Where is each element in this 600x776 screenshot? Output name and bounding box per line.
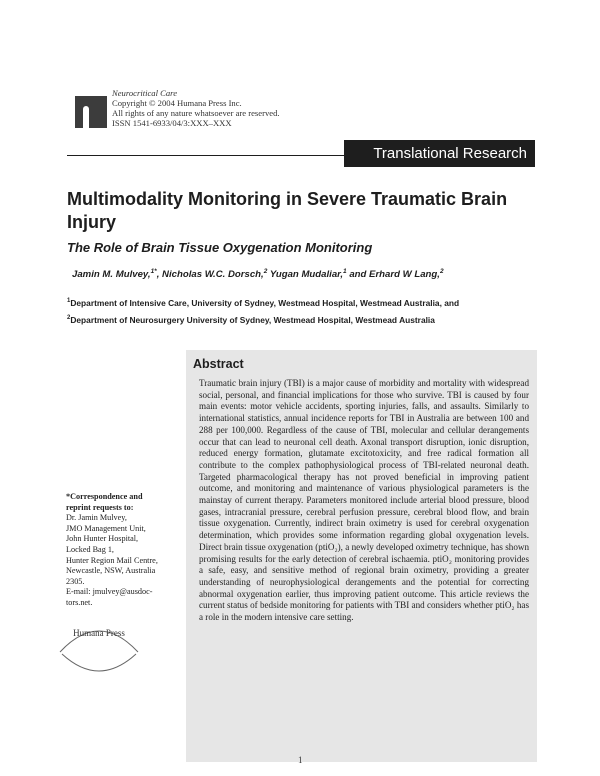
correspondence-heading: reprint requests to:	[66, 502, 134, 512]
correspondence-line: E-mail: jmulvey@ausdoc-	[66, 587, 153, 597]
article-subtitle: The Role of Brain Tissue Oxygenation Monitoring	[67, 240, 373, 255]
affiliation-text: Department of Intensive Care, University of Sydney, Westmead Hospital, Westmead Australia, and	[70, 298, 460, 308]
rights-line: All rights of any nature whatsoever are reserved.	[112, 108, 280, 118]
correspondence-line: John Hunter Hospital,	[66, 534, 139, 544]
correspondence-line: Dr. Jamin Mulvey,	[66, 513, 127, 523]
issn-line: ISSN 1541-6933/04/3:XXX–XXX	[112, 118, 232, 128]
author-name: , Nicholas W.C. Dorsch,	[156, 269, 264, 281]
affiliation-2	[67, 315, 435, 325]
abstract-heading: Abstract	[193, 357, 244, 371]
author-name: Yugan Mudaliar,	[267, 269, 344, 281]
affiliation-1	[67, 298, 459, 308]
author-name: and Erhard W Lang,	[346, 269, 440, 281]
affiliation-sup: 2	[67, 315, 71, 322]
publisher-logo-icon	[50, 616, 148, 676]
correspondence-line: JMO Management Unit,	[66, 523, 146, 533]
journal-info	[112, 88, 280, 128]
correspondence-line: 2305.	[66, 576, 85, 586]
abstract-text: Traumatic brain injury (TBI) is a major cause of morbidity and mortality with widespread social, personal, and financial implications for those who survive. TBI is caused by four main events: motor vehicle accidents, sporting injuries, falls, and assaults. Similarly to international statistics, annual incidence reports for TBI in Australia are between 100 and 288 per 100,000. Regardless of the cause of TBI, molecular and cellular derangements occur that can lead to neuronal cell death. Axonal transport disruption, ionic disruption, reduced energy formation, glutamate excitotoxicity, and free radical formation all contribute to the complex pathophysiological process of TBI-related neuronal death. Targeted pharmacological therapy has not proved beneficial in improving patient outcome, and monitoring and maintenance of various physiological parameters is the mainstay of current therapy. Parameters monitored include arterial blood pressure, blood gases, intracranial pressure, cerebral perfusion pressure, cerebral blood flow, and brain tissue oxygenation. Currently, indirect brain oximetry is used for cerebral oxygenation determination, which provides some information regarding global oxygenation levels. Direct brain tissue oxygenation (ptiO₂), a newly developed oximetry technique, has shown promising results for the early detection of cerebral ischaemia. ptiO₂ monitoring provides a safe, easy, and sensitive method of regional brain oximetry, providing a greater understanding of neurophysiological derangements and the potential for correcting abnormal oxygenation earlier, thus improving patient outcome. This article reviews the current status of bedside monitoring for patients with TBI and considers whether ptiO₂ has a role in the modern intensive care setting.	[199, 378, 529, 623]
publisher-logo	[50, 616, 148, 676]
copyright-line: Copyright © 2004 Humana Press Inc.	[112, 98, 242, 108]
author-sup: 1*	[150, 268, 157, 275]
correspondence-line: Hunter Region Mail Centre,	[66, 555, 158, 565]
correspondence-line: tors.net.	[66, 597, 93, 607]
correspondence-heading: *Correspondence and	[66, 492, 143, 501]
author-list	[72, 268, 444, 280]
affiliation-text: Department of Neurosurgery University of Sydney, Westmead Hospital, Westmead Australia	[70, 315, 435, 325]
author-sup: 2	[439, 268, 444, 275]
journal-logo	[67, 88, 107, 128]
author-sup: 2	[263, 268, 268, 275]
correspondence-block	[66, 492, 186, 609]
journal-name: Neurocritical Care	[112, 88, 178, 98]
author-sup: 1	[343, 268, 347, 275]
section-banner: Translational Research	[344, 140, 535, 167]
article-title: Multimodality Monitoring in Severe Traumatic Brain Injury	[67, 189, 508, 232]
author-name: Jamin M. Mulvey,	[72, 269, 151, 281]
page-number: 1	[298, 755, 303, 765]
correspondence-line: Locked Bag 1,	[66, 544, 114, 554]
affiliation-sup: 1	[67, 298, 71, 305]
publisher-name: Humana Press	[73, 628, 125, 638]
correspondence-line: Newcastle, NSW, Australia	[66, 566, 156, 576]
